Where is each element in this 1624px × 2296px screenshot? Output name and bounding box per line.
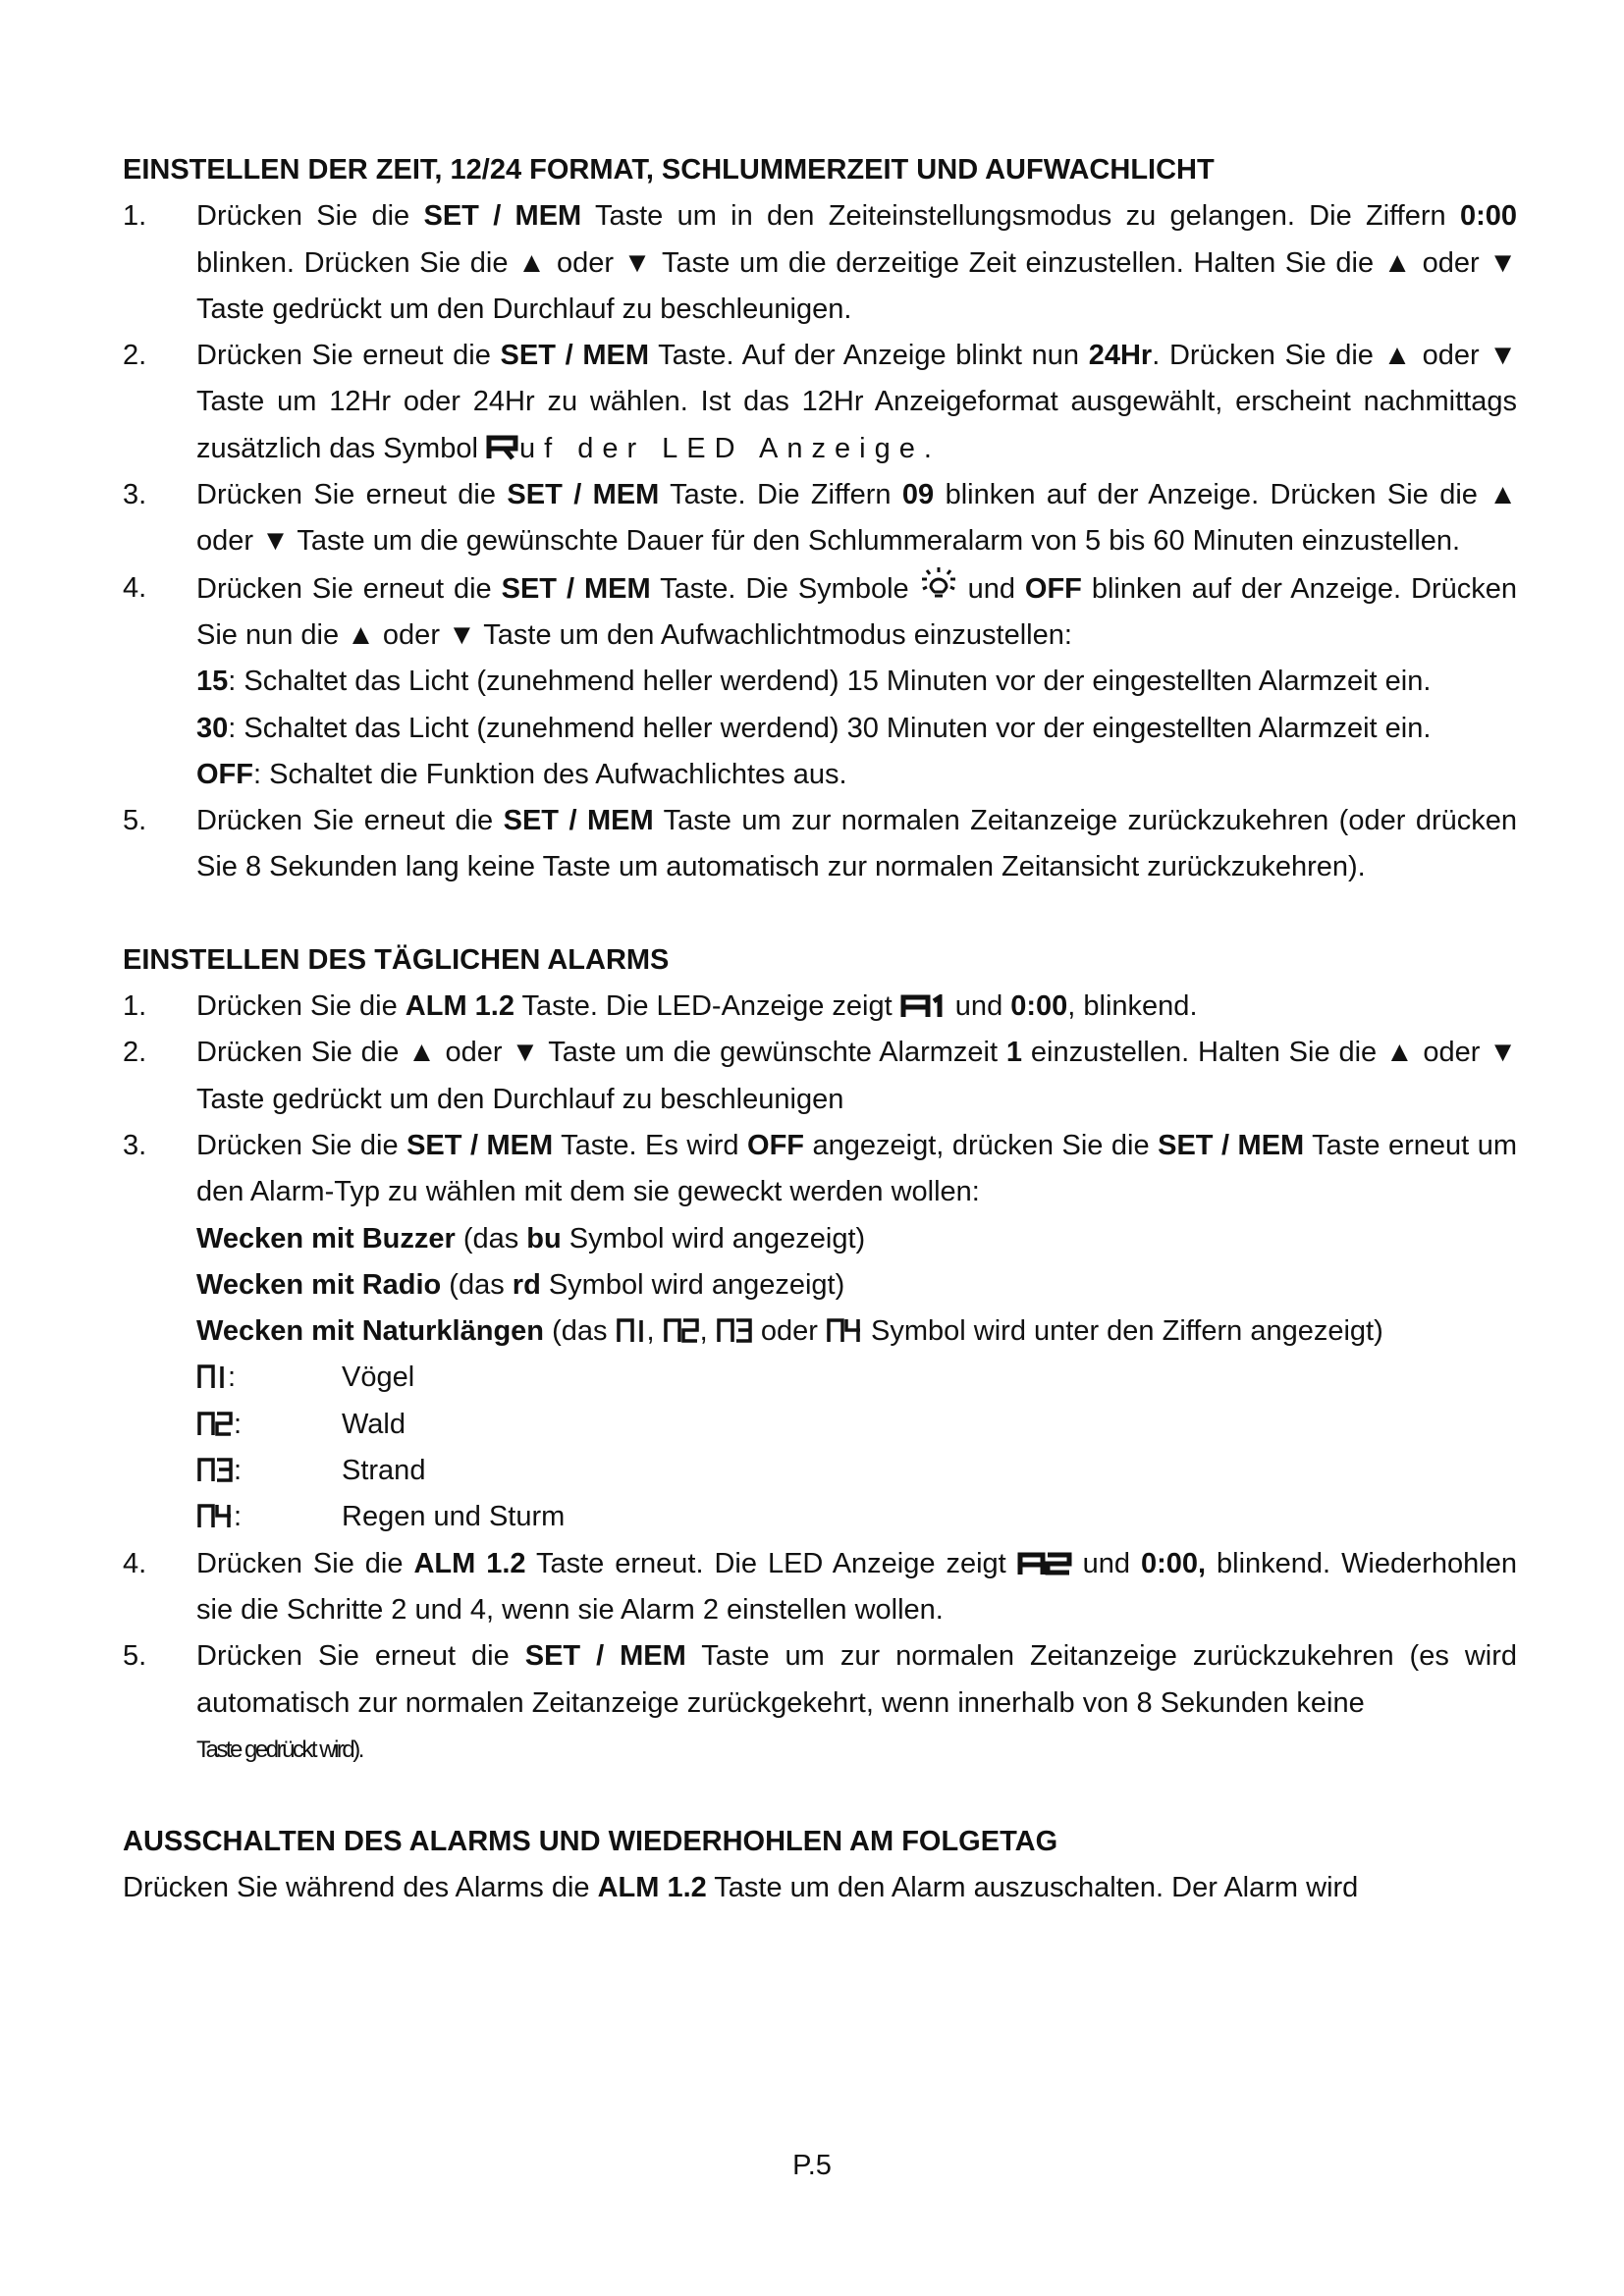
step-text <box>196 798 1517 891</box>
display-value: OFF <box>747 1129 805 1161</box>
key-label: SET / MEM <box>501 572 651 605</box>
time-steps <box>123 193 1517 890</box>
section-heading-alarm: EINSTELLEN DES TÄGLICHEN ALARMS <box>123 943 670 976</box>
nature-sound-2-icon <box>196 1411 234 1436</box>
text: Taste. Es wird <box>553 1129 748 1161</box>
paragraph <box>196 1123 1517 1216</box>
text: Symbol wird angezeigt) <box>540 1268 845 1301</box>
text: Symbol wird angezeigt) <box>561 1222 866 1255</box>
display-value: 0:00, <box>1140 1547 1207 1579</box>
wake-light-icon <box>919 565 958 601</box>
text: und <box>947 990 1011 1023</box>
text: Drücken Sie erneut die <box>196 340 501 372</box>
step-number: 3. <box>123 479 147 511</box>
option-key: 15 <box>196 666 229 698</box>
wake-option: Wecken mit Naturklängen <box>196 1315 545 1348</box>
text: uf der LED Anzeige. <box>518 432 941 464</box>
alarm-2-display-icon <box>1017 1552 1072 1575</box>
text: Drücken Sie die ▲ oder ▼ Taste um die gewünschte Alarmzeit <box>196 1037 1006 1069</box>
nature-sound-3-icon <box>196 1457 234 1482</box>
sound-name: Vögel <box>342 1362 415 1394</box>
alarm-1-display-icon <box>900 994 947 1018</box>
text: (das <box>455 1222 527 1255</box>
wake-option: Wecken mit Buzzer <box>196 1222 456 1255</box>
step-text <box>196 333 1517 472</box>
text: Drücken Sie während des Alarms die <box>123 1872 598 1904</box>
text: Taste. Die LED-Anzeige zeigt <box>514 990 900 1023</box>
spacer <box>123 891 1517 937</box>
step-number: 2. <box>123 340 147 372</box>
text: Drücken Sie die <box>196 200 424 233</box>
step-text <box>196 565 1517 798</box>
step-text <box>196 1541 1517 1634</box>
key-label: SET / MEM <box>1158 1129 1305 1161</box>
text: Taste um den Alarm auszuschalten. Der Alarm wird <box>706 1872 1359 1904</box>
list-item <box>123 472 1517 565</box>
key-label: ALM 1.2 <box>597 1872 707 1904</box>
display-code: rd <box>512 1268 541 1301</box>
text: : <box>228 1362 237 1394</box>
option-off <box>196 752 1517 798</box>
sound-name: Strand <box>342 1455 426 1487</box>
key-label: ALM 1.2 <box>405 990 514 1023</box>
paragraph <box>196 565 1517 660</box>
wake-option: Wecken mit Radio <box>196 1268 442 1301</box>
text: Drücken Sie die <box>196 990 406 1023</box>
paragraph <box>196 1633 1517 1727</box>
page-number: P.5 <box>792 2150 832 2181</box>
paragraph <box>123 1865 1517 1911</box>
step-text <box>196 984 1517 1030</box>
display-value: 1 <box>1005 1037 1023 1069</box>
text: , <box>646 1315 663 1348</box>
text: Taste um zur normalen Zeitanzeige zurückzukehren (es wird automatisch zur normalen Zeitanzeige zurückgekehrt, wenn innerhalb von 8 Sekunden keine <box>196 1640 1517 1719</box>
text: : Schaltet die Funktion des Aufwachlichtes aus. <box>253 758 847 790</box>
text: Drücken Sie erneut die <box>196 805 504 837</box>
display-value: 24Hr <box>1088 340 1153 372</box>
nature-sound-2-icon <box>663 1317 700 1343</box>
step-number: 2. <box>123 1037 147 1069</box>
text: (das <box>544 1315 616 1348</box>
list-item <box>123 798 1517 891</box>
section-heading-snooze: AUSSCHALTEN DES ALARMS UND WIEDERHOHLEN AM FOLGETAG <box>123 1826 1058 1858</box>
display-code: bu <box>526 1222 562 1255</box>
sound-row <box>196 1402 1517 1448</box>
list-item <box>123 565 1517 798</box>
step-number: 1. <box>123 200 147 233</box>
text: Taste um zur normalen Zeitanzeige zurückzukehren (oder drücken Sie 8 Sekunden lang keine Taste um automatisch zur normalen Zeitansicht zurückzukehren). <box>196 805 1517 883</box>
display-value: 09 <box>901 479 935 511</box>
text: Symbol wird unter den Ziffern angezeigt) <box>862 1315 1383 1348</box>
text: Taste. Die Ziffern <box>659 479 902 511</box>
spacer <box>123 1773 1517 1819</box>
text: Drücken Sie erneut die <box>196 479 508 511</box>
text: blinken auf der Anzeige. Drücken Sie die ▲ oder ▼ Taste um die gewünschte Dauer für den Schlummeralarm von 5 bis 60 Minuten einzustellen. <box>196 479 1517 558</box>
option-30 <box>196 706 1517 752</box>
list-item <box>123 193 1517 333</box>
step-text <box>196 1123 1517 1541</box>
step-number: 4. <box>123 1547 147 1579</box>
text: : Schaltet das Licht (zunehmend heller werdend) 30 Minuten vor der eingestellten Alarmzeit ein. <box>228 712 1432 744</box>
text: : <box>234 1501 243 1533</box>
key-label: SET / MEM <box>507 479 660 511</box>
step-number: 1. <box>123 990 147 1023</box>
nature-sound-4-icon <box>826 1317 863 1343</box>
text: Drücken Sie die <box>196 1547 414 1579</box>
list-item <box>123 1123 1517 1541</box>
display-value: 0:00 <box>1459 200 1517 233</box>
option-key: OFF <box>196 758 253 790</box>
sound-name: Wald <box>342 1408 406 1440</box>
text: : <box>234 1408 243 1440</box>
display-value: OFF <box>1024 572 1082 605</box>
text: blinken. Drücken Sie die ▲ oder ▼ Taste um die derzeitige Zeit einzustellen. Halten Sie die ▲ oder ▼ Taste gedrückt um den Durchlauf zu beschleunigen. <box>196 246 1517 325</box>
wake-radio <box>196 1262 1517 1308</box>
option-key: 30 <box>196 712 229 744</box>
text: Taste um in den Zeiteinstellungsmodus zu gelangen. Die Ziffern <box>581 200 1460 233</box>
list-item <box>123 333 1517 472</box>
step-number: 5. <box>123 805 147 837</box>
step-text <box>196 193 1517 333</box>
text: , blinkend. <box>1067 990 1198 1023</box>
sound-name: Regen und Sturm <box>342 1501 566 1533</box>
text: Drücken Sie erneut die <box>196 572 502 605</box>
text: , <box>699 1315 716 1348</box>
text: . Drücken Sie die ▲ oder ▼ Taste um 12Hr oder 24Hr zu wählen. Ist das 12Hr Anzeigeformat ausgewählt, erscheint nachmittags zusätzlich das Symbol <box>196 340 1517 464</box>
text: und <box>957 572 1025 605</box>
display-value: 0:00 <box>1010 990 1068 1023</box>
text: einzustellen. Halten Sie die ▲ oder ▼ Taste gedrückt um den Durchlauf zu beschleunigen <box>196 1037 1517 1115</box>
text: und <box>1071 1547 1141 1579</box>
sound-row <box>196 1448 1517 1494</box>
list-item <box>123 1541 1517 1634</box>
text: blinkend. Wiederhohlen sie die Schritte 2 und 4, wenn sie Alarm 2 einstellen wollen. <box>196 1547 1518 1626</box>
list-item <box>123 1030 1517 1123</box>
nature-sound-1-icon <box>616 1317 647 1343</box>
text: Drücken Sie erneut die <box>196 1640 525 1673</box>
text: : <box>234 1455 243 1487</box>
text: angezeigt, drücken Sie die <box>804 1129 1159 1161</box>
text: (das <box>441 1268 513 1301</box>
step-text <box>196 1633 1517 1773</box>
text: Taste erneut um den Alarm-Typ zu wählen mit dem sie geweckt werden wollen: <box>196 1129 1517 1208</box>
key-label: SET / MEM <box>423 200 582 233</box>
sound-code <box>196 1355 342 1401</box>
text: : Schaltet das Licht (zunehmend heller werdend) 15 Minuten vor der eingestellten Alarmzeit ein. <box>228 666 1432 698</box>
key-label: SET / MEM <box>524 1640 686 1673</box>
step-text <box>196 472 1517 565</box>
option-15 <box>196 659 1517 705</box>
step-number: 3. <box>123 1129 147 1161</box>
wake-buzzer <box>196 1216 1517 1262</box>
pm-indicator-icon <box>486 435 519 460</box>
key-label: SET / MEM <box>406 1129 554 1161</box>
sound-code <box>196 1448 342 1494</box>
nature-sound-4-icon <box>196 1503 234 1528</box>
text: Drücken Sie die <box>196 1129 407 1161</box>
text: blinken auf der Anzeige. Drücken Sie nun die ▲ oder ▼ Taste um den Aufwachlichtmodus einzustellen: <box>196 572 1518 651</box>
wake-nature <box>196 1308 1517 1355</box>
nature-sound-3-icon <box>716 1317 753 1343</box>
step-text <box>196 1030 1517 1123</box>
key-label: SET / MEM <box>503 805 654 837</box>
section-heading-time: EINSTELLEN DER ZEIT, 12/24 FORMAT, SCHLUMMERZEIT UND AUFWACHLICHT <box>123 154 1215 186</box>
sound-row <box>196 1355 1517 1401</box>
list-item <box>123 1633 1517 1773</box>
text: Taste. Auf der Anzeige blinkt nun <box>649 340 1089 372</box>
condensed-text: Taste gedrückt wird). <box>196 1735 362 1763</box>
step-number: 4. <box>123 571 147 604</box>
key-label: SET / MEM <box>500 340 649 372</box>
list-item <box>123 984 1517 1030</box>
sound-code <box>196 1402 342 1448</box>
alarm-steps <box>123 984 1517 1773</box>
nature-sound-1-icon <box>196 1363 228 1389</box>
sound-code <box>196 1494 342 1540</box>
step-number: 5. <box>123 1640 147 1673</box>
key-label: ALM 1.2 <box>413 1547 526 1579</box>
text: oder <box>752 1315 826 1348</box>
manual-page <box>123 147 1517 1912</box>
text: Taste. Die Symbole <box>650 572 919 605</box>
sound-row <box>196 1494 1517 1540</box>
text: Taste erneut. Die LED Anzeige zeigt <box>525 1547 1017 1579</box>
